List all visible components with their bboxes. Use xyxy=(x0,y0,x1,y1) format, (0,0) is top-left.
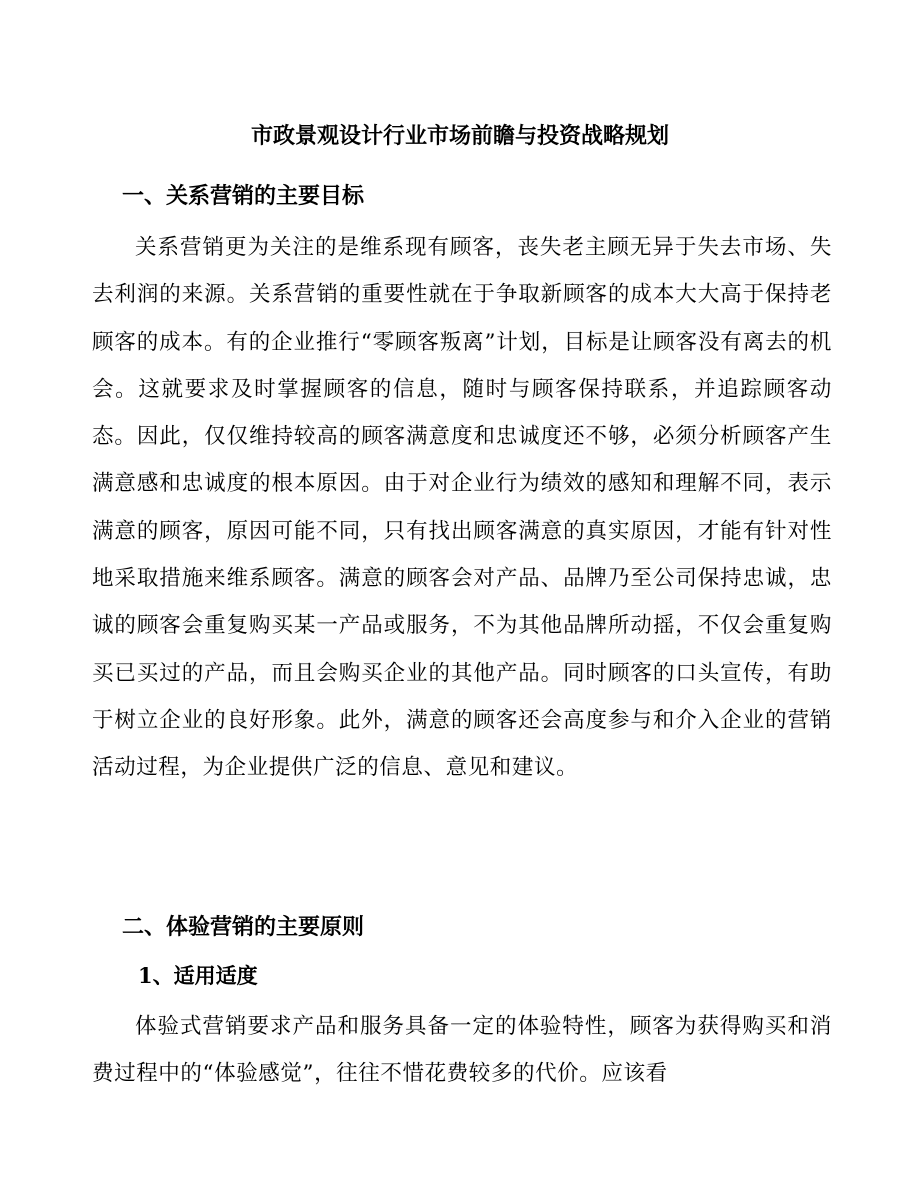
section-heading-experience-marketing: 二、体验营销的主要原则 xyxy=(122,914,365,940)
section-heading-relationship-marketing: 一、关系营销的主要目标 xyxy=(122,183,365,209)
section-paragraph-relationship-marketing: 关系营销更为关注的是维系现有顾客，丧失老主顾无异于失去市场、失去利润的来源。关系营销的重要性就在于争取新顾客的成本大大高于保持老顾客的成本。有的企业推行“零顾客叛离”计划，目标是让顾客没有离去的机会。这就要求及时掌握顾客的信息，随时与顾客保持联系，并追踪顾客动态。因此，仅仅维持较高的顾客满意度和忠诚度还不够，必须分析顾客产生满意感和忠诚度的根本原因。由于对企业行为绩效的感知和理解不同，表示满意的顾客，原因可能不同，只有找出顾客满意的真实原因，才能有针对性地采取措施来维系顾客。满意的顾客会对产品、品牌乃至公司保持忠诚，忠诚的顾客会重复购买某一产品或服务，不为其他品牌所动摇，不仅会重复购买已买过的产品，而且会购买企业的其他产品。同时顾客的口头宣传，有助于树立企业的良好形象。此外，满意的顾客还会高度参与和介入企业的营销活动过程，为企业提供广泛的信息、意见和建议。 xyxy=(92,235,832,781)
subheading-applicability: 1、适用适度 xyxy=(138,963,258,988)
document-title: 市政景观设计行业市场前瞻与投资战略规划 xyxy=(250,123,669,149)
section-paragraph-experience-marketing: 体验式营销要求产品和服务具备一定的体验特性，顾客为获得购买和消费过程中的“体验感觉”，往往不惜花费较多的代价。应该看 xyxy=(92,1014,832,1087)
